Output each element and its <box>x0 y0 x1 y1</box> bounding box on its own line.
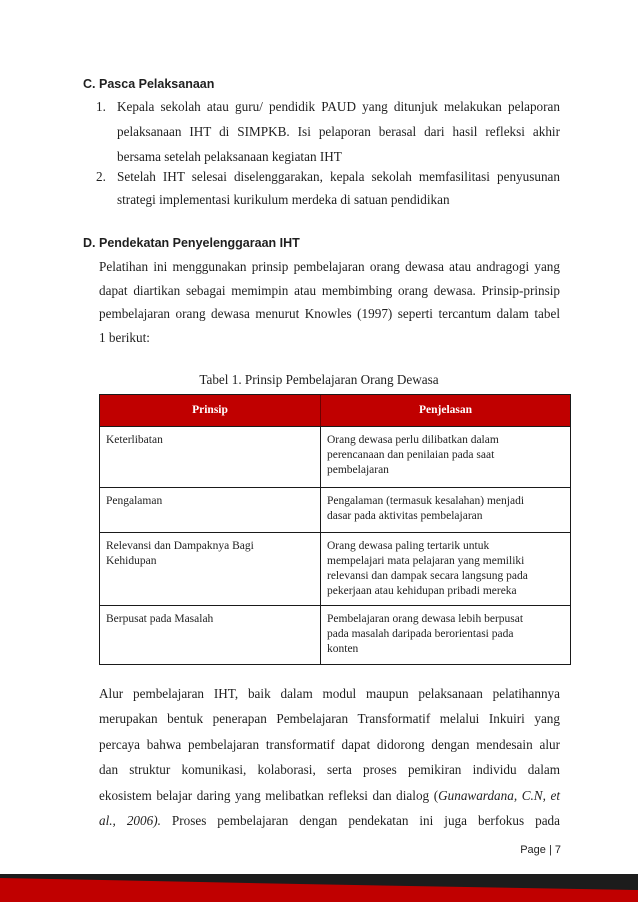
table-cell-penjelasan <box>321 533 570 605</box>
cell-line: Pengalaman <box>106 495 163 507</box>
list-item-text <box>117 94 560 169</box>
table-header-prinsip: Prinsip <box>100 395 321 426</box>
paragraph-line <box>99 808 560 833</box>
cell-line: pembelajaran <box>327 464 389 476</box>
paragraph-line: dan struktur komunikasi, kolaborasi, serta proses pemikiran individu dalam <box>99 762 560 778</box>
cell-line: Pengalaman (termasuk kesalahan) menjadi <box>327 495 525 507</box>
table-cell-prinsip <box>100 427 321 487</box>
cell-line: Orang dewasa perlu dilibatkan dalam <box>327 434 499 446</box>
section-title: Pasca Pelaksanaan <box>99 77 215 91</box>
cell-line: relevansi dan dampak secara langsung pada <box>327 570 528 582</box>
table-header-penjelasan: Penjelasan <box>418 404 473 416</box>
line-text: Proses pembelajaran dengan pendekatan ini juga berfokus pada <box>171 813 560 829</box>
table-row <box>100 533 570 606</box>
table-cell-penjelasan <box>321 488 570 532</box>
paragraph-line: Pelatihan ini menggunakan prinsip pembelajaran orang dewasa atau andragogi yang <box>99 259 560 274</box>
list-item-text <box>117 165 560 211</box>
table-row <box>100 488 570 533</box>
paragraph-line: pembelajaran orang dewasa menurut Knowles (1997) seperti tercantum dalam tabel <box>99 306 560 322</box>
list-item-line: Setelah IHT selesai diselenggarakan, kepala sekolah memfasilitasi penyusunan <box>117 169 560 184</box>
line-text: ekosistem belajar daring yang melibatkan refleksi dan dialog ( <box>99 787 439 803</box>
page-number-label: Page | 7 <box>520 844 561 856</box>
section-letter: C. <box>83 77 96 91</box>
table-cell-prinsip <box>100 533 321 605</box>
paragraph-line: percaya bahwa pembelajaran transformatif dapat didorong dengan mendesain alur <box>99 736 560 752</box>
list-number: 1. <box>96 99 106 114</box>
cell-line: perencanaan dan penilaian pada saat <box>327 449 495 461</box>
paragraph-line: merupakan bentuk penerapan Pembelajaran Transformatif melalui Inkuiri yang <box>99 711 560 727</box>
cell-line: mempelajari mata pelajaran yang memiliki <box>327 555 525 567</box>
cell-line: dasar pada aktivitas pembelajaran <box>327 510 483 522</box>
cell-line: Berpusat pada Masalah <box>106 613 214 625</box>
cell-line: Pembelajaran orang dewasa lebih berpusat <box>327 613 524 625</box>
table-cell-penjelasan <box>321 427 570 487</box>
citation-text: Gunawardana, C.N, et <box>438 787 560 803</box>
section-letter: D. <box>83 236 96 250</box>
closing-paragraph <box>99 681 560 833</box>
citation-text: al., 2006). <box>99 813 161 829</box>
table-row <box>100 606 570 664</box>
principles-table <box>99 394 571 665</box>
table-caption: Tabel 1. Prinsip Pembelajaran Orang Dewasa <box>199 372 439 387</box>
table-header-row <box>100 395 570 427</box>
cell-line: pada masalah daripada berorientasi pada <box>327 628 514 640</box>
paragraph-line: Alur pembelajaran IHT, baik dalam modul maupun pelaksanaan pelatihannya <box>99 686 560 701</box>
cell-line: pekerjaan atau kehidupan pribadi mereka <box>327 585 517 597</box>
paragraph-line: 1 berikut: <box>99 330 150 346</box>
list-item-line: pelaksanaan IHT di SIMPKB. Isi pelaporan berasal dari hasil refleksi akhir <box>117 124 560 139</box>
list-item-line: strategi implementasi kurikulum merdeka di satuan pendidikan <box>117 192 450 207</box>
cell-line: Relevansi dan Dampaknya Bagi <box>106 540 254 552</box>
section-title: Pendekatan Penyelenggaraan IHT <box>99 236 300 250</box>
cell-line: Orang dewasa paling tertarik untuk <box>327 540 490 552</box>
paragraph-line <box>99 783 560 808</box>
table-cell-prinsip <box>100 488 321 532</box>
list-number: 2. <box>96 169 106 184</box>
cell-line: Kehidupan <box>106 555 157 567</box>
cell-line: konten <box>327 643 359 655</box>
section-d-heading <box>83 233 563 253</box>
cell-line: Keterlibatan <box>106 434 163 446</box>
table-row <box>100 427 570 488</box>
table-cell-penjelasan <box>321 606 570 664</box>
list-item-line: bersama setelah pelaksanaan kegiatan IHT <box>117 149 342 164</box>
footer-decoration <box>0 868 638 902</box>
table-cell-prinsip <box>100 606 321 664</box>
section-c-heading <box>83 74 563 94</box>
paragraph-line: dapat diartikan sebagai memimpin atau membimbing orang dewasa. Prinsip-prinsip <box>99 282 560 298</box>
intro-paragraph <box>99 255 560 350</box>
list-item-line: Kepala sekolah atau guru/ pendidik PAUD yang ditunjuk melakukan pelaporan <box>117 99 560 114</box>
